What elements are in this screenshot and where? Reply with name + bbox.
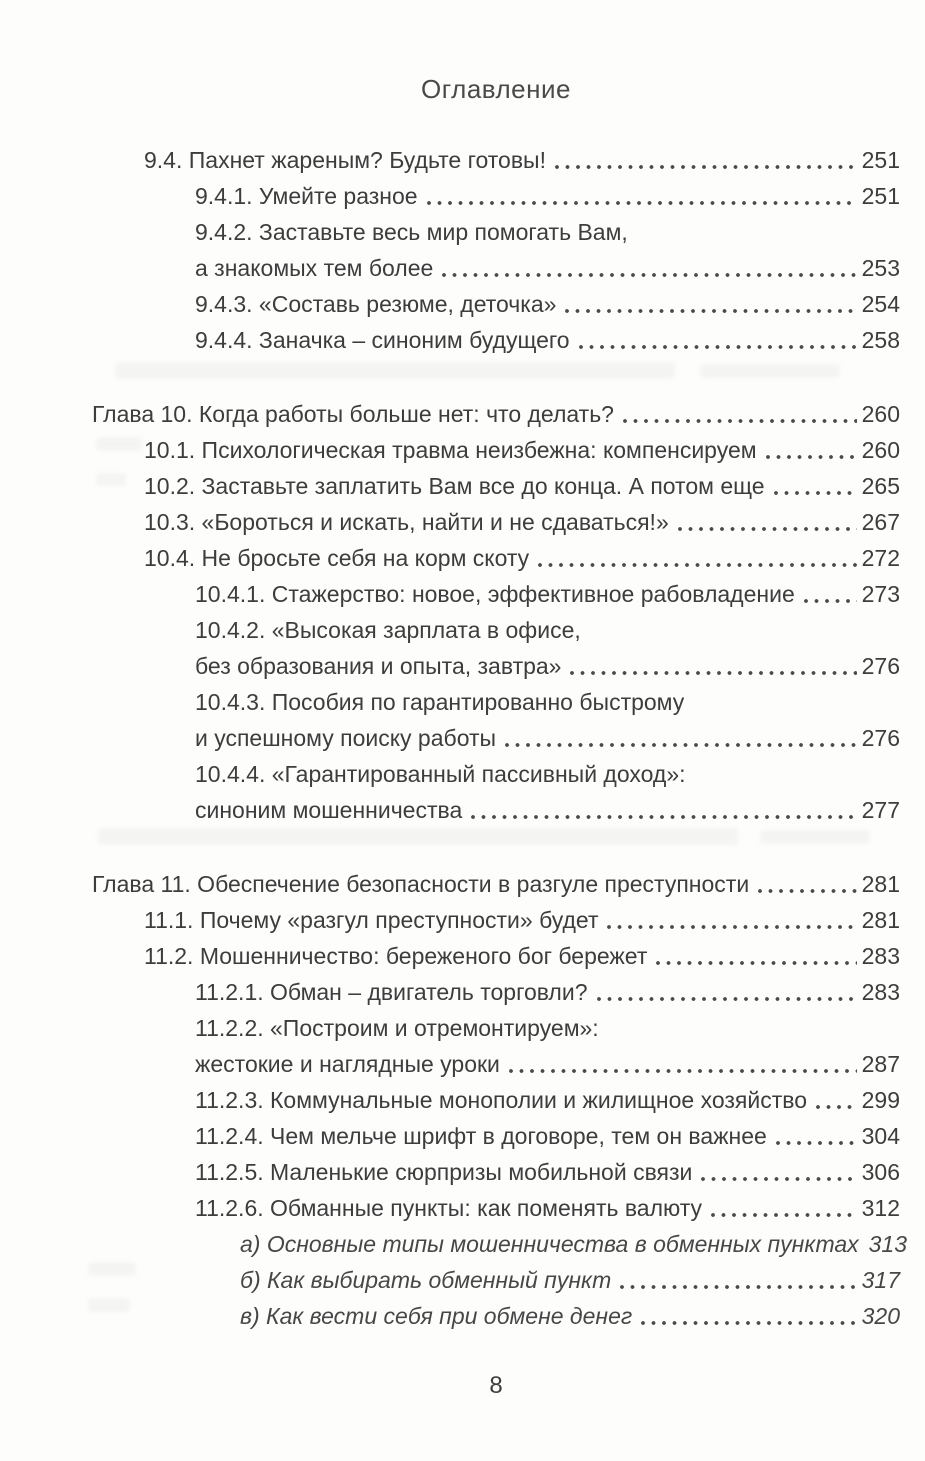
toc-row xyxy=(92,612,900,648)
toc-page-number: 251 xyxy=(861,183,900,209)
toc-page-number: 320 xyxy=(861,1303,900,1329)
toc-entry-text: 10.4.3. Пособия по гарантированно быстрому xyxy=(195,689,685,715)
toc-entry-text: 11.2.4. Чем мельче шрифт в договоре, тем он важнее xyxy=(195,1123,767,1149)
toc-row xyxy=(92,792,900,828)
toc-row xyxy=(92,1262,900,1298)
toc-entry-text: 10.4.4. «Гарантированный пассивный доход»: xyxy=(195,761,686,787)
dot-leader xyxy=(756,866,858,902)
toc-row xyxy=(92,1154,900,1190)
toc-entry-text: а знакомых тем более xyxy=(195,255,434,281)
toc-page-number: 306 xyxy=(861,1159,900,1185)
toc-entry-text: 11.2.3. Коммунальные монополии и жилищное хозяйство xyxy=(195,1087,807,1113)
toc-page-number: 317 xyxy=(861,1267,900,1293)
toc-page-number: 258 xyxy=(861,327,900,353)
toc-page-number: 276 xyxy=(861,653,900,679)
dot-leader xyxy=(568,648,858,684)
toc-entry-text: а) Основные типы мошенничества в обменных пунктах xyxy=(240,1231,859,1257)
toc-entry-text: 10.4.1. Стажерство: новое, эффективное рабовладение xyxy=(195,581,795,607)
toc-row xyxy=(92,1298,900,1334)
toc-entry-text: 11.1. Почему «разгул преступности» будет xyxy=(144,907,599,933)
toc-row xyxy=(92,322,900,358)
dot-leader xyxy=(621,396,859,432)
dot-leader xyxy=(536,540,858,576)
toc-entry-text: синоним мошенничества xyxy=(195,797,463,823)
toc-page-number: 313 xyxy=(868,1231,908,1257)
toc-entry-text: 9.4.2. Заставьте весь мир помогать Вам, xyxy=(195,219,628,245)
toc-page-number: 254 xyxy=(861,291,900,317)
dot-leader xyxy=(618,1262,858,1298)
toc-row xyxy=(92,432,900,468)
toc-page-number: 283 xyxy=(861,979,900,1005)
dot-leader xyxy=(709,1190,859,1226)
dot-leader xyxy=(469,792,858,828)
toc-entry-text: 9.4. Пахнет жареным? Будьте готовы! xyxy=(144,147,546,173)
toc-row xyxy=(92,214,900,250)
dot-leader xyxy=(639,1298,858,1334)
dot-leader xyxy=(699,1154,858,1190)
toc-row xyxy=(92,1046,900,1082)
toc-page-number: 283 xyxy=(861,943,900,969)
toc-entry-text: в) Как вести себя при обмене денег xyxy=(240,1303,633,1329)
dot-leader xyxy=(676,504,859,540)
toc-page-number: 281 xyxy=(861,871,900,897)
toc-entry-text: 10.4. Не бросьте себя на корм скоту xyxy=(144,545,530,571)
dot-leader xyxy=(440,250,858,286)
dot-leader xyxy=(595,974,859,1010)
toc-entry-text: 10.3. «Бороться и искать, найти и не сдаваться!» xyxy=(144,509,669,535)
toc-page-number: 272 xyxy=(861,545,900,571)
toc-page-number: 304 xyxy=(861,1123,900,1149)
dot-leader xyxy=(563,286,858,322)
dot-leader xyxy=(503,720,859,756)
toc-entry-text: 11.2.6. Обманные пункты: как поменять валюту xyxy=(195,1195,703,1221)
toc-row xyxy=(92,1010,900,1046)
toc-entry-text: 9.4.1. Умейте разное xyxy=(195,183,418,209)
toc-row xyxy=(92,1226,908,1262)
toc-page-number: 281 xyxy=(861,907,900,933)
toc-entry-text: 10.2. Заставьте заплатить Вам все до конца. А потом еще xyxy=(144,473,765,499)
toc-entry-text: 11.2.5. Маленькие сюрпризы мобильной связи xyxy=(195,1159,693,1185)
toc-entry-text: 11.2.2. «Построим и отремонтируем»: xyxy=(195,1015,599,1041)
toc-page-number: 277 xyxy=(861,797,900,823)
toc-entry-text: без образования и опыта, завтра» xyxy=(195,653,562,679)
toc-page-number: 276 xyxy=(861,725,900,751)
toc-row xyxy=(92,938,900,974)
page-title: Оглавление xyxy=(421,74,571,104)
toc-row xyxy=(92,866,900,902)
toc-entry-text: б) Как выбирать обменный пункт xyxy=(240,1267,612,1293)
dot-leader xyxy=(553,142,859,178)
toc-row xyxy=(92,902,900,938)
toc-row xyxy=(92,756,900,792)
toc-row xyxy=(92,720,900,756)
toc-page-number: 299 xyxy=(861,1087,900,1113)
toc-entry-text: 9.4.3. «Составь резюме, деточка» xyxy=(195,291,557,317)
toc-entry-text: 11.2. Мошенничество: береженого бог бережет xyxy=(144,943,648,969)
dot-leader xyxy=(764,432,859,468)
toc-entry-text: 10.1. Психологическая травма неизбежна: компенсируем xyxy=(144,437,757,463)
toc-page-number: 267 xyxy=(861,509,900,535)
toc-row xyxy=(92,648,900,684)
dot-leader xyxy=(507,1046,859,1082)
dot-leader xyxy=(774,1118,859,1154)
dot-leader xyxy=(577,322,859,358)
toc-page-number: 260 xyxy=(861,401,900,427)
toc-row xyxy=(92,1190,900,1226)
dot-leader xyxy=(772,468,859,504)
toc-entry-text: и успешному поиску работы xyxy=(195,725,497,751)
toc-row xyxy=(92,1118,900,1154)
toc-page-number: 265 xyxy=(861,473,900,499)
toc-entry-text: 10.4.2. «Высокая зарплата в офисе, xyxy=(195,617,581,643)
toc-page-number: 273 xyxy=(861,581,900,607)
toc xyxy=(92,142,908,1334)
toc-row xyxy=(92,684,900,720)
toc-page-number: 287 xyxy=(861,1051,900,1077)
toc-entry-text: Глава 11. Обеспечение безопасности в разгуле преступности xyxy=(92,871,750,897)
toc-row xyxy=(92,468,900,504)
dot-leader xyxy=(654,938,858,974)
toc-entry-text: Глава 10. Когда работы больше нет: что делать? xyxy=(92,401,614,427)
toc-entry-text: 9.4.4. Заначка – синоним будущего xyxy=(195,327,570,353)
toc-row xyxy=(92,974,900,1010)
page-number: 8 xyxy=(489,1372,503,1399)
toc-row xyxy=(92,540,900,576)
dot-leader xyxy=(802,576,859,612)
toc-page-number: 253 xyxy=(861,255,900,281)
toc-page-number: 251 xyxy=(861,147,900,173)
toc-row xyxy=(92,178,900,214)
dot-leader xyxy=(814,1082,859,1118)
toc-row xyxy=(92,576,900,612)
toc-entry-text: 11.2.1. Обман – двигатель торговли? xyxy=(195,979,588,1005)
dot-leader xyxy=(605,902,858,938)
toc-page-number: 312 xyxy=(861,1195,900,1221)
toc-row xyxy=(92,504,900,540)
toc-page-number: 260 xyxy=(861,437,900,463)
toc-entry-text: жестокие и наглядные уроки xyxy=(195,1051,500,1077)
toc-row xyxy=(92,286,900,322)
toc-row xyxy=(92,396,900,432)
toc-row xyxy=(92,142,900,178)
toc-row xyxy=(92,250,900,286)
dot-leader xyxy=(425,178,859,214)
toc-row xyxy=(92,1082,900,1118)
